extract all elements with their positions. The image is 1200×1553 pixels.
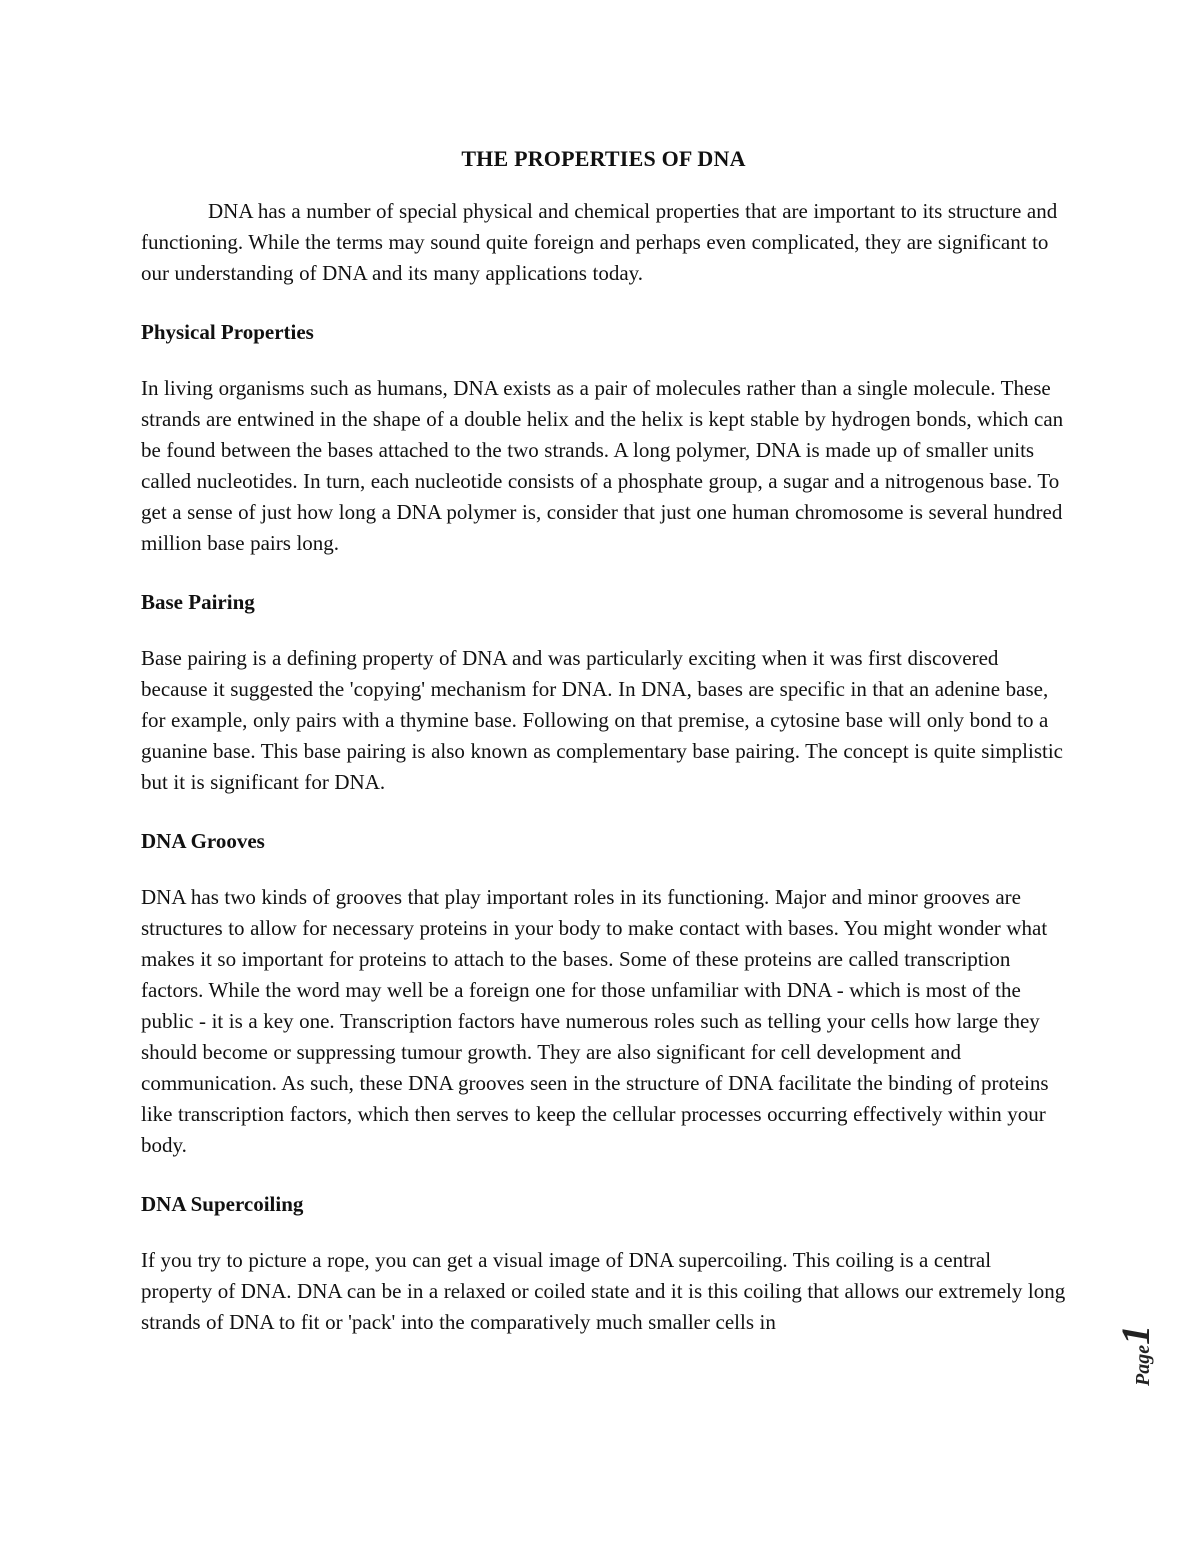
page-number-rotated — [1112, 1325, 1159, 1386]
intro-paragraph: DNA has a number of special physical and chemical properties that are important to its structure and functioning. While the terms may sound quite foreign and perhaps even complicated, they are significant to our understanding of DNA and its many applications today. — [141, 199, 1058, 285]
section-body-dna-supercoiling: If you try to picture a rope, you can get a visual image of DNA supercoiling. This coiling is a central property of DNA. DNA can be in a relaxed or coiled state and it is this coiling that allows our extremely long strands of DNA to fit or 'pack' into the comparatively much smaller cells in — [141, 1248, 1066, 1334]
document-title: THE PROPERTIES OF DNA — [461, 146, 746, 171]
page-label: Page — [1132, 1344, 1154, 1386]
section-heading-physical-properties: Physical Properties — [141, 320, 314, 344]
document-content — [141, 140, 1066, 1338]
page-number: 1 — [1113, 1324, 1158, 1345]
section-body-physical-properties: In living organisms such as humans, DNA exists as a pair of molecules rather than a single molecule. These strands are entwined in the shape of a double helix and the helix is kept stable by hydrogen bonds, which can be found between the bases attached to the two strands. A long polymer, DNA is made up of smaller units called nucleotides. In turn, each nucleotide consists of a phosphate group, a sugar and a nitrogenous base. To get a sense of just how long a DNA polymer is, consider that just one human chromosome is several hundred million base pairs long. — [141, 376, 1064, 555]
section-heading-dna-grooves: DNA Grooves — [141, 829, 265, 853]
section-heading-dna-supercoiling: DNA Supercoiling — [141, 1192, 304, 1216]
section-body-dna-grooves: DNA has two kinds of grooves that play important roles in its functioning. Major and minor grooves are structures to allow for necessary proteins in your body to make contact with bases. You might wonder what makes it so important for proteins to attach to the bases. Some of these proteins are called transcription factors. While the word may well be a foreign one for those unfamiliar with DNA - which is most of the public - it is a key one. Transcription factors have numerous roles such as telling your cells how large they should become or suppressing tumour growth. They are also significant for cell development and communication. As such, these DNA grooves seen in the structure of DNA facilitate the binding of proteins like transcription factors, which then serves to keep the cellular processes occurring effectively within your body. — [141, 885, 1049, 1157]
page-number-footer — [1112, 1300, 1172, 1390]
section-body-base-pairing: Base pairing is a defining property of DNA and was particularly exciting when it was first discovered because it suggested the 'copying' mechanism for DNA. In DNA, bases are specific in that an adenine base, for example, only pairs with a thymine base. Following on that premise, a cytosine base will only bond to a guanine base. This base pairing is also known as complementary base pairing. The concept is quite simplistic but it is significant for DNA. — [141, 646, 1063, 794]
section-heading-base-pairing: Base Pairing — [141, 590, 255, 614]
